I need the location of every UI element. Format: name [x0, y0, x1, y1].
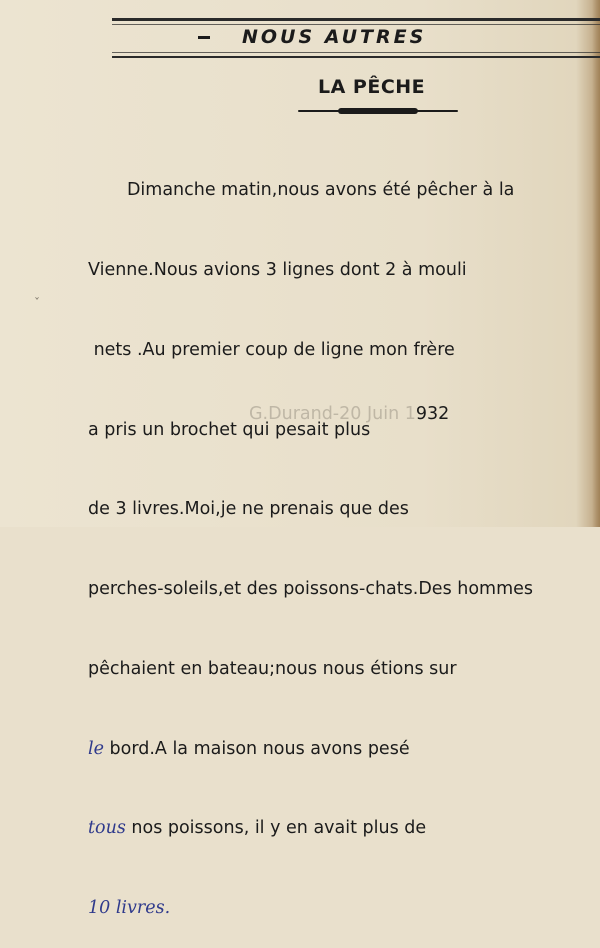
section-title: NOUS AUTRES [242, 26, 427, 48]
body-line: Dimanche matin,nous avons été pêcher à la [88, 180, 515, 201]
body-line [88, 815, 600, 842]
body-line: Vienne.Nous avions 3 lignes dont 2 à mouli [88, 259, 467, 280]
body-line: perches-soleils,et des poissons-chats.Des hommes [88, 579, 534, 600]
signature-date [249, 404, 449, 424]
body-line: de 3 livres.Moi,je ne prenais que des [88, 499, 409, 520]
section-header [112, 26, 600, 52]
body-line: a pris un brochet qui pesait plus [88, 419, 371, 440]
signature-year-end: 932 [415, 404, 450, 424]
printed-text: bord.A la maison nous avons pesé [103, 738, 410, 759]
printed-text: nos poissons, il y en avait plus de [125, 818, 427, 839]
body-line: nets .Au premier coup de ligne mon frère [88, 339, 455, 360]
header-rule-top-thick [112, 18, 600, 21]
header-rule-bottom-thin [112, 52, 600, 53]
handwritten-word: tous [88, 818, 126, 839]
handwritten-word: le [88, 738, 104, 759]
handwritten-line: 10 livres. [88, 898, 171, 919]
header-rule-top-thin [112, 24, 600, 25]
article-title: LA PÊCHE [318, 76, 426, 98]
body-line: pêchaient en bateau;nous nous étions sur [88, 658, 457, 679]
margin-mark: ˇ [34, 296, 40, 310]
header-rule-bottom-thick [112, 56, 600, 58]
body-line [88, 736, 600, 763]
title-ornament-rule [298, 108, 458, 114]
article-body [88, 124, 600, 948]
header-dash-ornament [198, 36, 210, 39]
signature-faded-text: G.Durand-20 Juin 1 [249, 404, 416, 424]
